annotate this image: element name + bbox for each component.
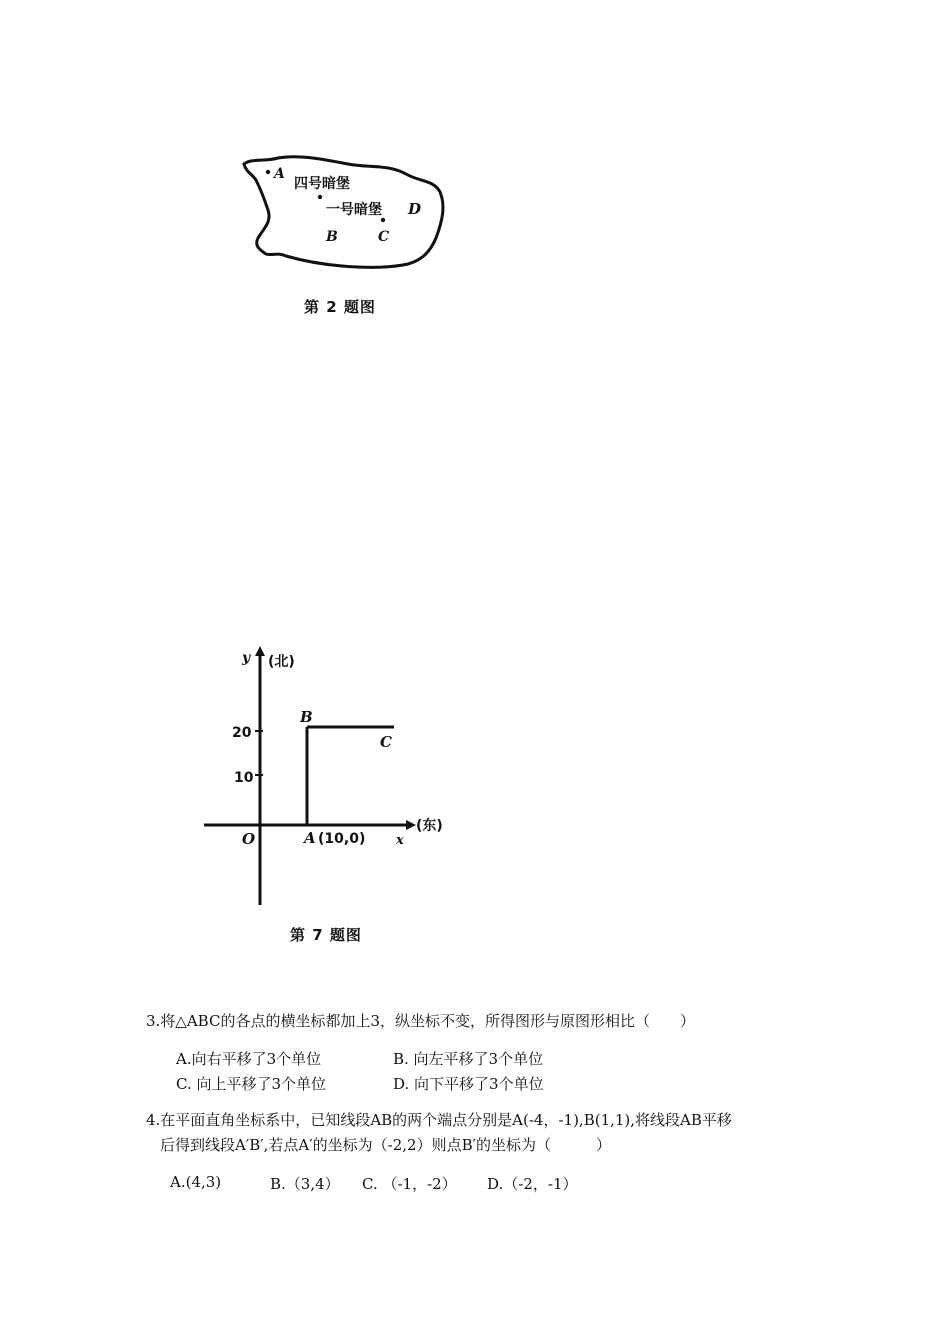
question-3-option-b: B. 向左平移了3个单位 bbox=[393, 1050, 544, 1068]
figure-2-caption: 第 2 题图 bbox=[304, 298, 376, 316]
question-4-stem-line-2: 后得到线段A′B′,若点A′的坐标为（-2,2）则点B′的坐标为（ ） bbox=[160, 1136, 612, 1154]
question-3-option-d: D. 向下平移了3个单位 bbox=[393, 1075, 544, 1093]
question-4-stem-line-1: 4.在平面直角坐标系中，已知线段AB的两个端点分别是A(-4，-1),B(1,1),将线段AB平移 bbox=[146, 1111, 732, 1129]
point-c-dot bbox=[381, 218, 385, 222]
question-3-option-a: A.向右平移了3个单位 bbox=[176, 1050, 322, 1068]
point-b-label: B bbox=[300, 708, 313, 726]
point-c-label: C bbox=[378, 229, 390, 245]
point-b-label: B bbox=[326, 229, 338, 245]
question-4-option-a: A.(4,3) bbox=[170, 1173, 222, 1191]
question-3-option-c: C. 向上平移了3个单位 bbox=[176, 1075, 327, 1093]
bunker-four-label: 四号暗堡 bbox=[294, 176, 350, 192]
x-axis-label: x bbox=[396, 833, 404, 848]
figure-2-map bbox=[238, 152, 448, 272]
point-a-label: A bbox=[274, 166, 285, 182]
y-axis-arrow bbox=[255, 646, 265, 656]
east-label: (东) bbox=[416, 818, 443, 834]
point-d-label: D bbox=[408, 200, 422, 218]
point-a-coordinates: (10,0) bbox=[318, 831, 366, 847]
y-axis-label: y bbox=[242, 650, 251, 666]
point-a-dot bbox=[266, 170, 270, 174]
tick-10-label: 10 bbox=[234, 770, 254, 786]
point-a-label: A bbox=[304, 829, 316, 847]
figure-7-plot bbox=[200, 640, 460, 910]
tick-20-label: 20 bbox=[232, 725, 252, 741]
north-label: (北) bbox=[268, 654, 295, 670]
question-4-option-d: D.（-2，-1） bbox=[487, 1175, 578, 1193]
island-map-drawing bbox=[238, 152, 448, 272]
origin-label: O bbox=[242, 830, 256, 848]
question-4-option-c: C. （-1，-2） bbox=[362, 1175, 457, 1193]
coordinate-plot-drawing bbox=[200, 640, 460, 910]
figure-7-caption: 第 7 题图 bbox=[290, 926, 362, 944]
question-4-option-b: B.（3,4） bbox=[270, 1175, 340, 1193]
bunker-four-dot bbox=[318, 195, 322, 199]
x-axis-arrow bbox=[406, 820, 416, 830]
bunker-one-label: 一号暗堡 bbox=[326, 202, 382, 218]
question-3-stem: 3.将△ABC的各点的横坐标都加上3，纵坐标不变，所得图形与原图形相比（ ） bbox=[146, 1012, 696, 1030]
point-c-label: C bbox=[380, 733, 392, 751]
